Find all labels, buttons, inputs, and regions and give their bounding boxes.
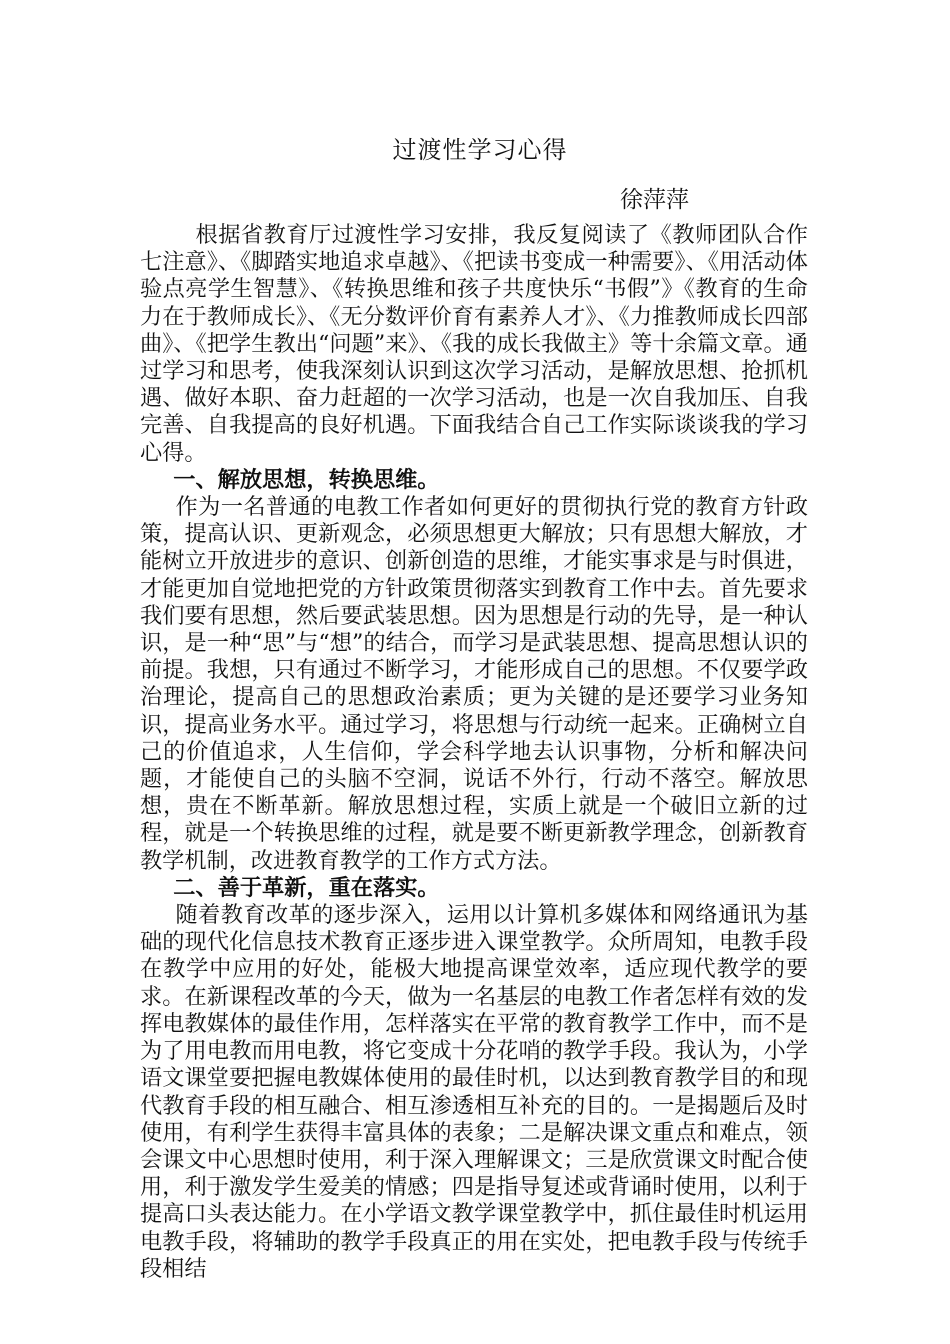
document-title: 过渡性学习心得 xyxy=(392,136,568,164)
section-heading-2: 二、善于革新，重在落实。 xyxy=(173,874,440,901)
author-name: 徐萍萍 xyxy=(620,187,689,213)
intro-paragraph: 根据省教育厅过渡性学习安排，我反复阅读了《教师团队合作七注意》、《脚踏实地追求卓越》、《把读书变成一种需要》、《用活动体验点亮学生智慧》、《转换思维和孩子共度快乐“书假”》《教育的生命力在于教师成长》、《无分数评价育有素养人才》、《力推教师成长四部曲》、《把学生教出“问题”来》、《我的成长我做主》等十余篇文章。通过学习和思考，使我深刻认识到这次学习活动，是解放思想、抢抓机遇、做好本职、奋力赶超的一次学习活动，也是一次自我加压、自我完善、自我提高的良好机遇。下面我结合自己工作实际谈谈我的学习心得。 xyxy=(140,222,808,466)
section-paragraph-1: 作为一名普通的电教工作者如何更好的贯彻执行党的教育方针政策，提高认识、更新观念，必须思想更大解放；只有思想大解放，才能树立开放进步的意识、创新创造的思维，才能实事求是与时俱进，才能更加自觉地把党的方针政策贯彻落实到教育工作中去。首先要求我们要有思想，然后要武装思想。因为思想是行动的先导，是一种认识，是一种“思”与“想”的结合，而学习是武装思想、提高思想认识的前提。我想，只有通过不断学习，才能形成自己的思想。不仅要学政治理论，提高自己的思想政治素质；更为关键的是还要学习业务知识，提高业务水平。通过学习，将思想与行动统一起来。正确树立自己的价值追求，人生信仰，学会科学地去认识事物，分析和解决问题，才能使自己的头脑不空洞，说话不外行，行动不落空。解放思想，贵在不断革新。解放思想过程，实质上就是一个破旧立新的过程，就是一个转换思维的过程，就是要不断更新教学理念，创新教育教学机制，改进教育教学的工作方式方法。 xyxy=(140,494,808,874)
document-body xyxy=(140,222,808,1283)
section-paragraph-2: 随着教育改革的逐步深入，运用以计算机多媒体和网络通讯为基础的现代化信息技术教育正逐步进入课堂教学。众所周知，电教手段在教学中应用的好处，能极大地提高课堂效率，适应现代教学的要求。在新课程改革的今天，做为一名基层的电教工作者怎样有效的发挥电教媒体的最佳作用，怎样落实在平常的教育教学工作中，而不是为了用电教而用电教，将它变成十分花哨的教学手段。我认为，小学语文课堂要把握电教媒体使用的最佳时机，以达到教育教学目的和现代教育手段的相互融合、相互渗透相互补充的目的。一是揭题后及时使用，有利学生获得丰富具体的表象；二是解决课文重点和难点，领会课文中心思想时使用，利于深入理解课文；三是欣赏课文时配合使用，利于激发学生爱美的情感；四是指导复述或背诵时使用，以利于提高口头表达能力。在小学语文教学课堂教学中，抓住最佳时机运用电教手段，将辅助的教学手段真正的用在实处，把电教手段与传统手段相结 xyxy=(140,902,808,1282)
section-heading-1: 一、解放思想，转换思维。 xyxy=(173,466,440,493)
